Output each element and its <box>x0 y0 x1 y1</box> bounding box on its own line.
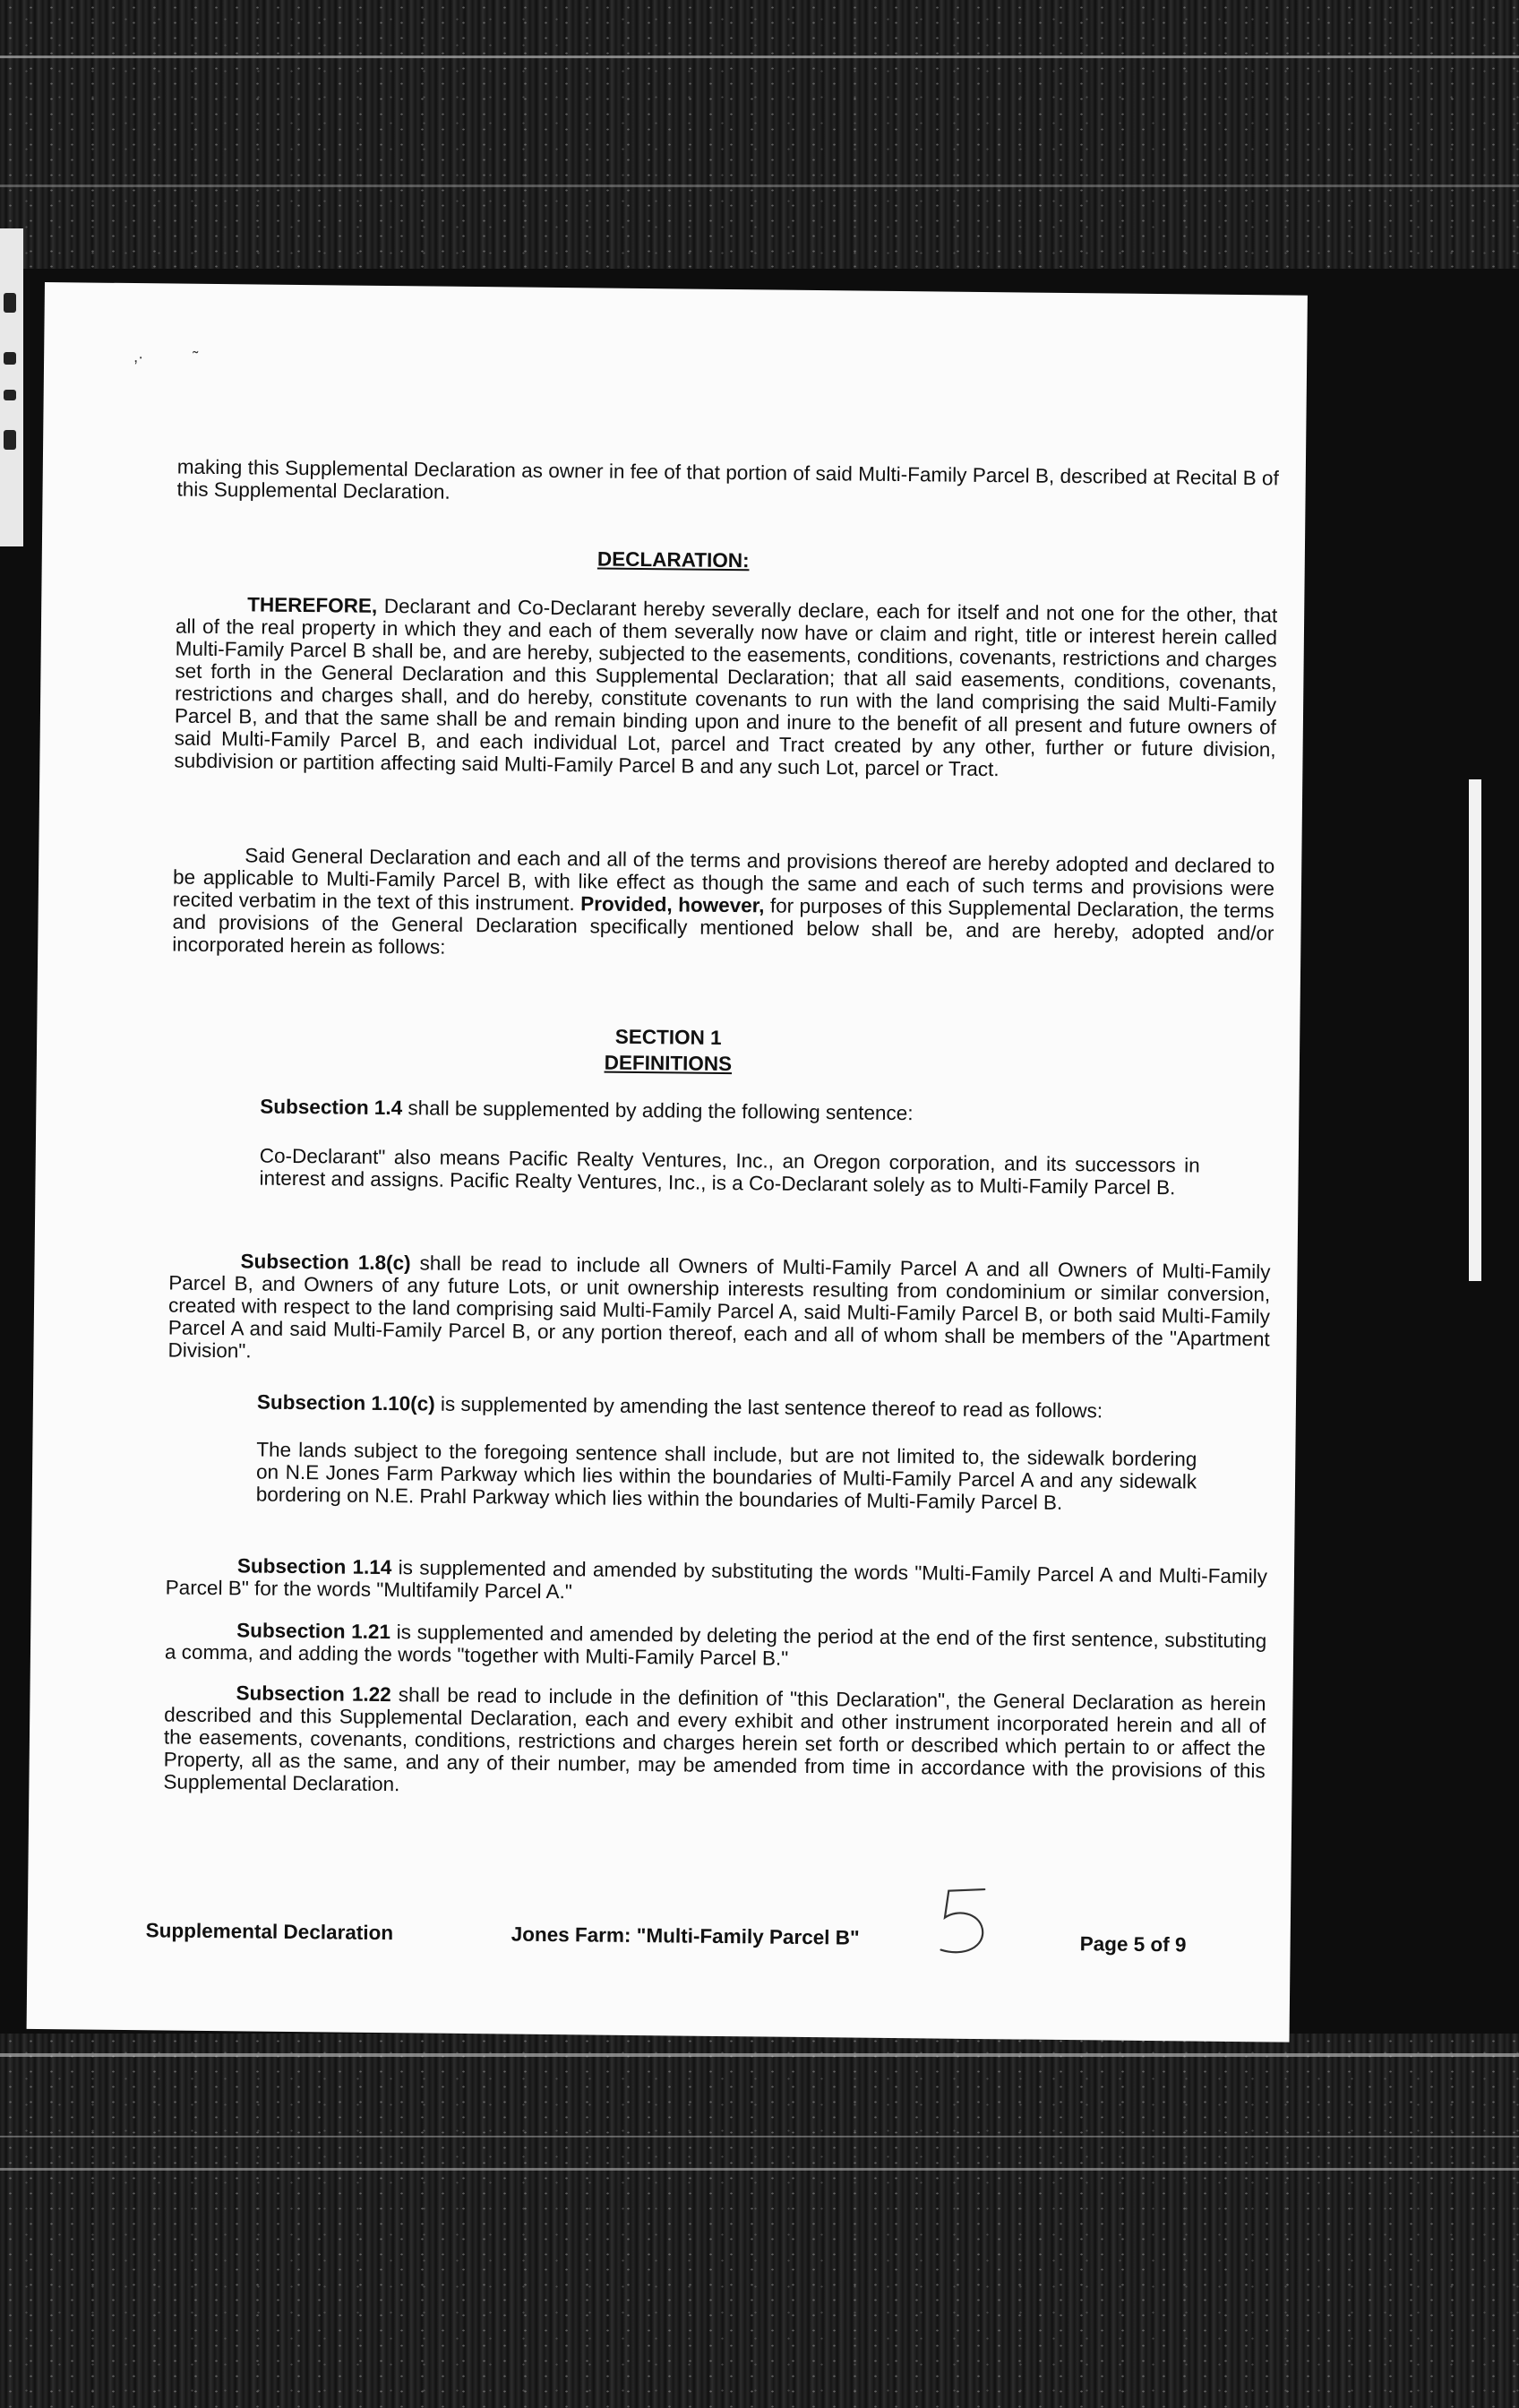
subsection-1-10c-text: is supplemented by amending the last sentence thereof to read as follows: <box>434 1392 1103 1423</box>
footer-right: Page 5 of 9 <box>1079 1932 1187 1956</box>
scan-speckle-top <box>0 0 1519 269</box>
scan-line <box>0 2168 1519 2171</box>
document-page <box>27 282 1308 2042</box>
edge-mark <box>4 390 16 400</box>
subsection-1-4-label: Subsection 1.4 <box>260 1095 403 1120</box>
intro-paragraph: making this Supplemental Declaration as owner in fee of that portion of said Multi-Family Parcel B, described at Recital B of this Supplemental Declaration. <box>176 455 1279 503</box>
scan-speckle-bottom <box>0 2034 1519 2408</box>
scan-line <box>0 185 1519 187</box>
edge-mark <box>4 352 16 365</box>
declaration-p1-text: Declarant and Co-Declarant hereby severally declare, each for itself and not one for the other, that all of the real property in which they and each of them severally now have or claim and right, title or interest herein called Multi-Family Parcel B shall be, and are hereby, subjected to the easements, conditions, covenants, restrictions and charges set forth in the General Declaration and this Supplemental Declaration; that all said easements, conditions, covenants, restrictions and charges shall, and do hereby, constitute covenants to run with the land comprising the said Multi-Family Parcel B, and that the same shall be and remain binding upon and inure to the benefit of all present and future owners of said Multi-Family Parcel B, and each individual Lot, parcel and Tract created by any other, further or future division, subdivision or partition affecting said Multi-Family Parcel B and any such Lot, parcel or Tract. <box>174 594 1278 781</box>
subsection-1-21 <box>165 1618 1266 1674</box>
subsection-1-10c <box>257 1391 1260 1424</box>
stray-marks: ,· ˜ <box>133 348 199 366</box>
right-edge-paper <box>1469 779 1481 1281</box>
subsection-1-4-quote: Co-Declarant" also means Pacific Realty Ventures, Inc., an Oregon corporation, and its successors in interest and assigns. Pacific Realty Ventures, Inc., is a Co-Declarant solely as to Multi-Family Parcel B. <box>259 1144 1200 1200</box>
therefore-lead: THEREFORE, <box>247 593 378 617</box>
subsection-1-4-text: shall be supplemented by adding the following sentence: <box>402 1096 914 1125</box>
declaration-p2-text-b: for purposes of this Supplemental Declaration, the terms and provisions of the General Declaration specifically mentioned below shall be, and are hereby, adopted and/or incorporated herein as follows: <box>172 894 1274 959</box>
subsection-1-22-label: Subsection 1.22 <box>236 1681 391 1707</box>
subsection-1-14-text: is supplemented and amended by substituting the words "Multi-Family Parcel A and Multi-Family Parcel B" for the words "Multifamily Parcel A." <box>165 1556 1268 1604</box>
subsection-1-22-text: shall be read to include in the definition of "this Declaration", the General Declaration as herein described and this Supplemental Declaration, each and every exhibit and other instrument incorporated herein and all of the easements, covenants, conditions, restrictions and charges herein set forth or described which pertain to or affect the Property, all as the same, and any of their number, may be amended from time in accordance with the provisions of this Supplemental Declaration. <box>163 1683 1266 1796</box>
section-title: DEFINITIONS <box>604 1051 733 1076</box>
edge-mark <box>4 430 16 450</box>
scan-line <box>0 2136 1519 2137</box>
provided-however: Provided, however, <box>580 892 765 917</box>
subsection-1-4 <box>260 1096 1263 1129</box>
subsection-1-8c <box>167 1250 1270 1373</box>
subsection-1-14 <box>166 1553 1267 1610</box>
subsection-1-21-text: is supplemented and amended by deleting the period at the end of the first sentence, substituting a comma, and adding the words "together with Multi-Family Parcel B." <box>164 1621 1267 1670</box>
declaration-paragraph-2 <box>172 844 1274 968</box>
declaration-heading: DECLARATION: <box>596 547 750 572</box>
declaration-p2-text-a: Said General Declaration and each and all of the terms and provisions thereof are hereby adopted and declared to be applicable to Multi-Family Parcel B, with like effect as though the same and each of such terms and provisions were recited verbatim in the text of this instrument. <box>172 844 1275 916</box>
subsection-1-10c-label: Subsection 1.10(c) <box>256 1390 435 1415</box>
subsection-1-21-label: Subsection 1.21 <box>236 1619 391 1644</box>
subsection-1-14-label: Subsection 1.14 <box>236 1554 392 1579</box>
subsection-1-22 <box>163 1681 1266 1804</box>
footer-left: Supplemental Declaration <box>145 1919 394 1945</box>
subsection-1-8c-label: Subsection 1.8(c) <box>240 1250 411 1275</box>
handwritten-five-mark <box>931 1881 995 1963</box>
left-edge-paper <box>0 228 23 546</box>
handwritten-page-number <box>931 1881 995 1963</box>
scan-line <box>0 56 1519 58</box>
subsection-1-8c-text: shall be read to include all Owners of Multi-Family Parcel A and all Owners of Multi-Family Parcel B, and Owners of any future Lots, or unit ownership interests resulting from condominium or similar conversion, created with respect to the land comprising said Multi-Family Parcel A, said Multi-Family Parcel B, or both said Multi-Family Parcel A and said Multi-Family Parcel B, or any portion thereof, each and all of whom shall be members of the "Apartment Division". <box>167 1251 1271 1363</box>
declaration-paragraph-1 <box>174 593 1277 784</box>
footer-center: Jones Farm: "Multi-Family Parcel B" <box>511 1922 860 1949</box>
edge-mark <box>4 293 16 313</box>
subsection-1-10c-quote: The lands subject to the foregoing sentence shall include, but are not limited to, the sidewalk bordering on N.E Jones Farm Parkway which lies within the boundaries of Multi-Family Parcel A and any sidewalk bordering on N.E. Prahl Parkway which lies within the boundaries of Multi-Family Parcel B. <box>255 1438 1197 1514</box>
scan-line <box>0 2053 1519 2057</box>
section-number: SECTION 1 <box>614 1025 722 1049</box>
